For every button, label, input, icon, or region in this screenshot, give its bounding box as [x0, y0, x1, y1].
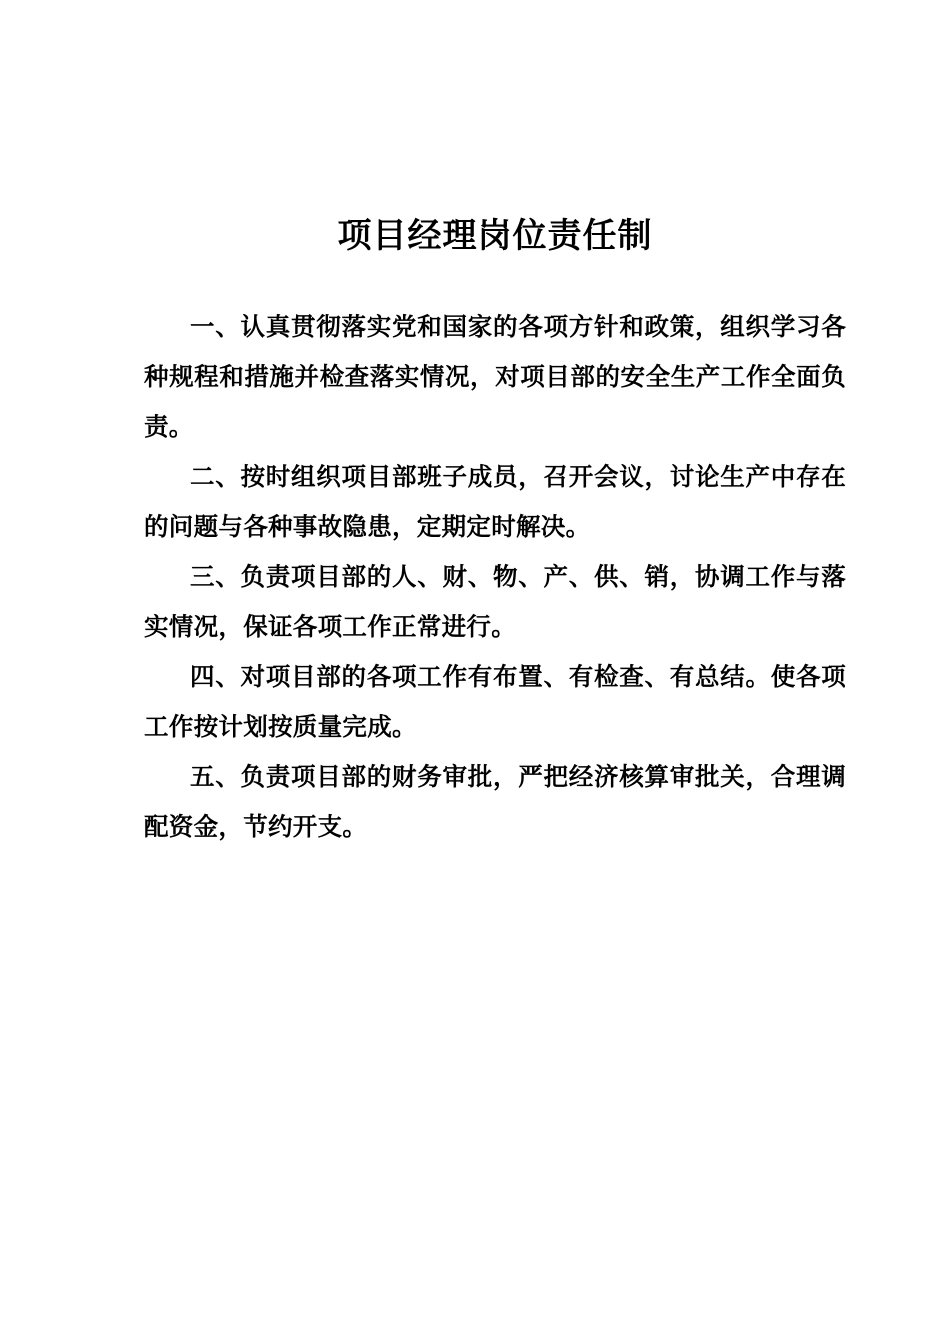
clause-3: 三、负责项目部的人、财、物、产、供、销，协调工作与落实情况，保证各项工作正常进行。 — [144, 562, 846, 641]
clause-1: 一、认真贯彻落实党和国家的各项方针和政策，组织学习各种规程和措施并检查落实情况，对项目部的安全生产工作全面负责。 — [144, 312, 846, 441]
document-body — [144, 302, 846, 852]
clause-4: 四、对项目部的各项工作有布置、有检查、有总结。使各项工作按计划按质量完成。 — [144, 662, 846, 741]
clause-2: 二、按时组织项目部班子成员，召开会议，讨论生产中存在的问题与各种事故隐患，定期定时解决。 — [144, 462, 846, 541]
clause-5: 五、负责项目部的财务审批，严把经济核算审批关，合理调配资金，节约开支。 — [144, 762, 846, 841]
document-title: 项目经理岗位责任制 — [337, 215, 653, 256]
